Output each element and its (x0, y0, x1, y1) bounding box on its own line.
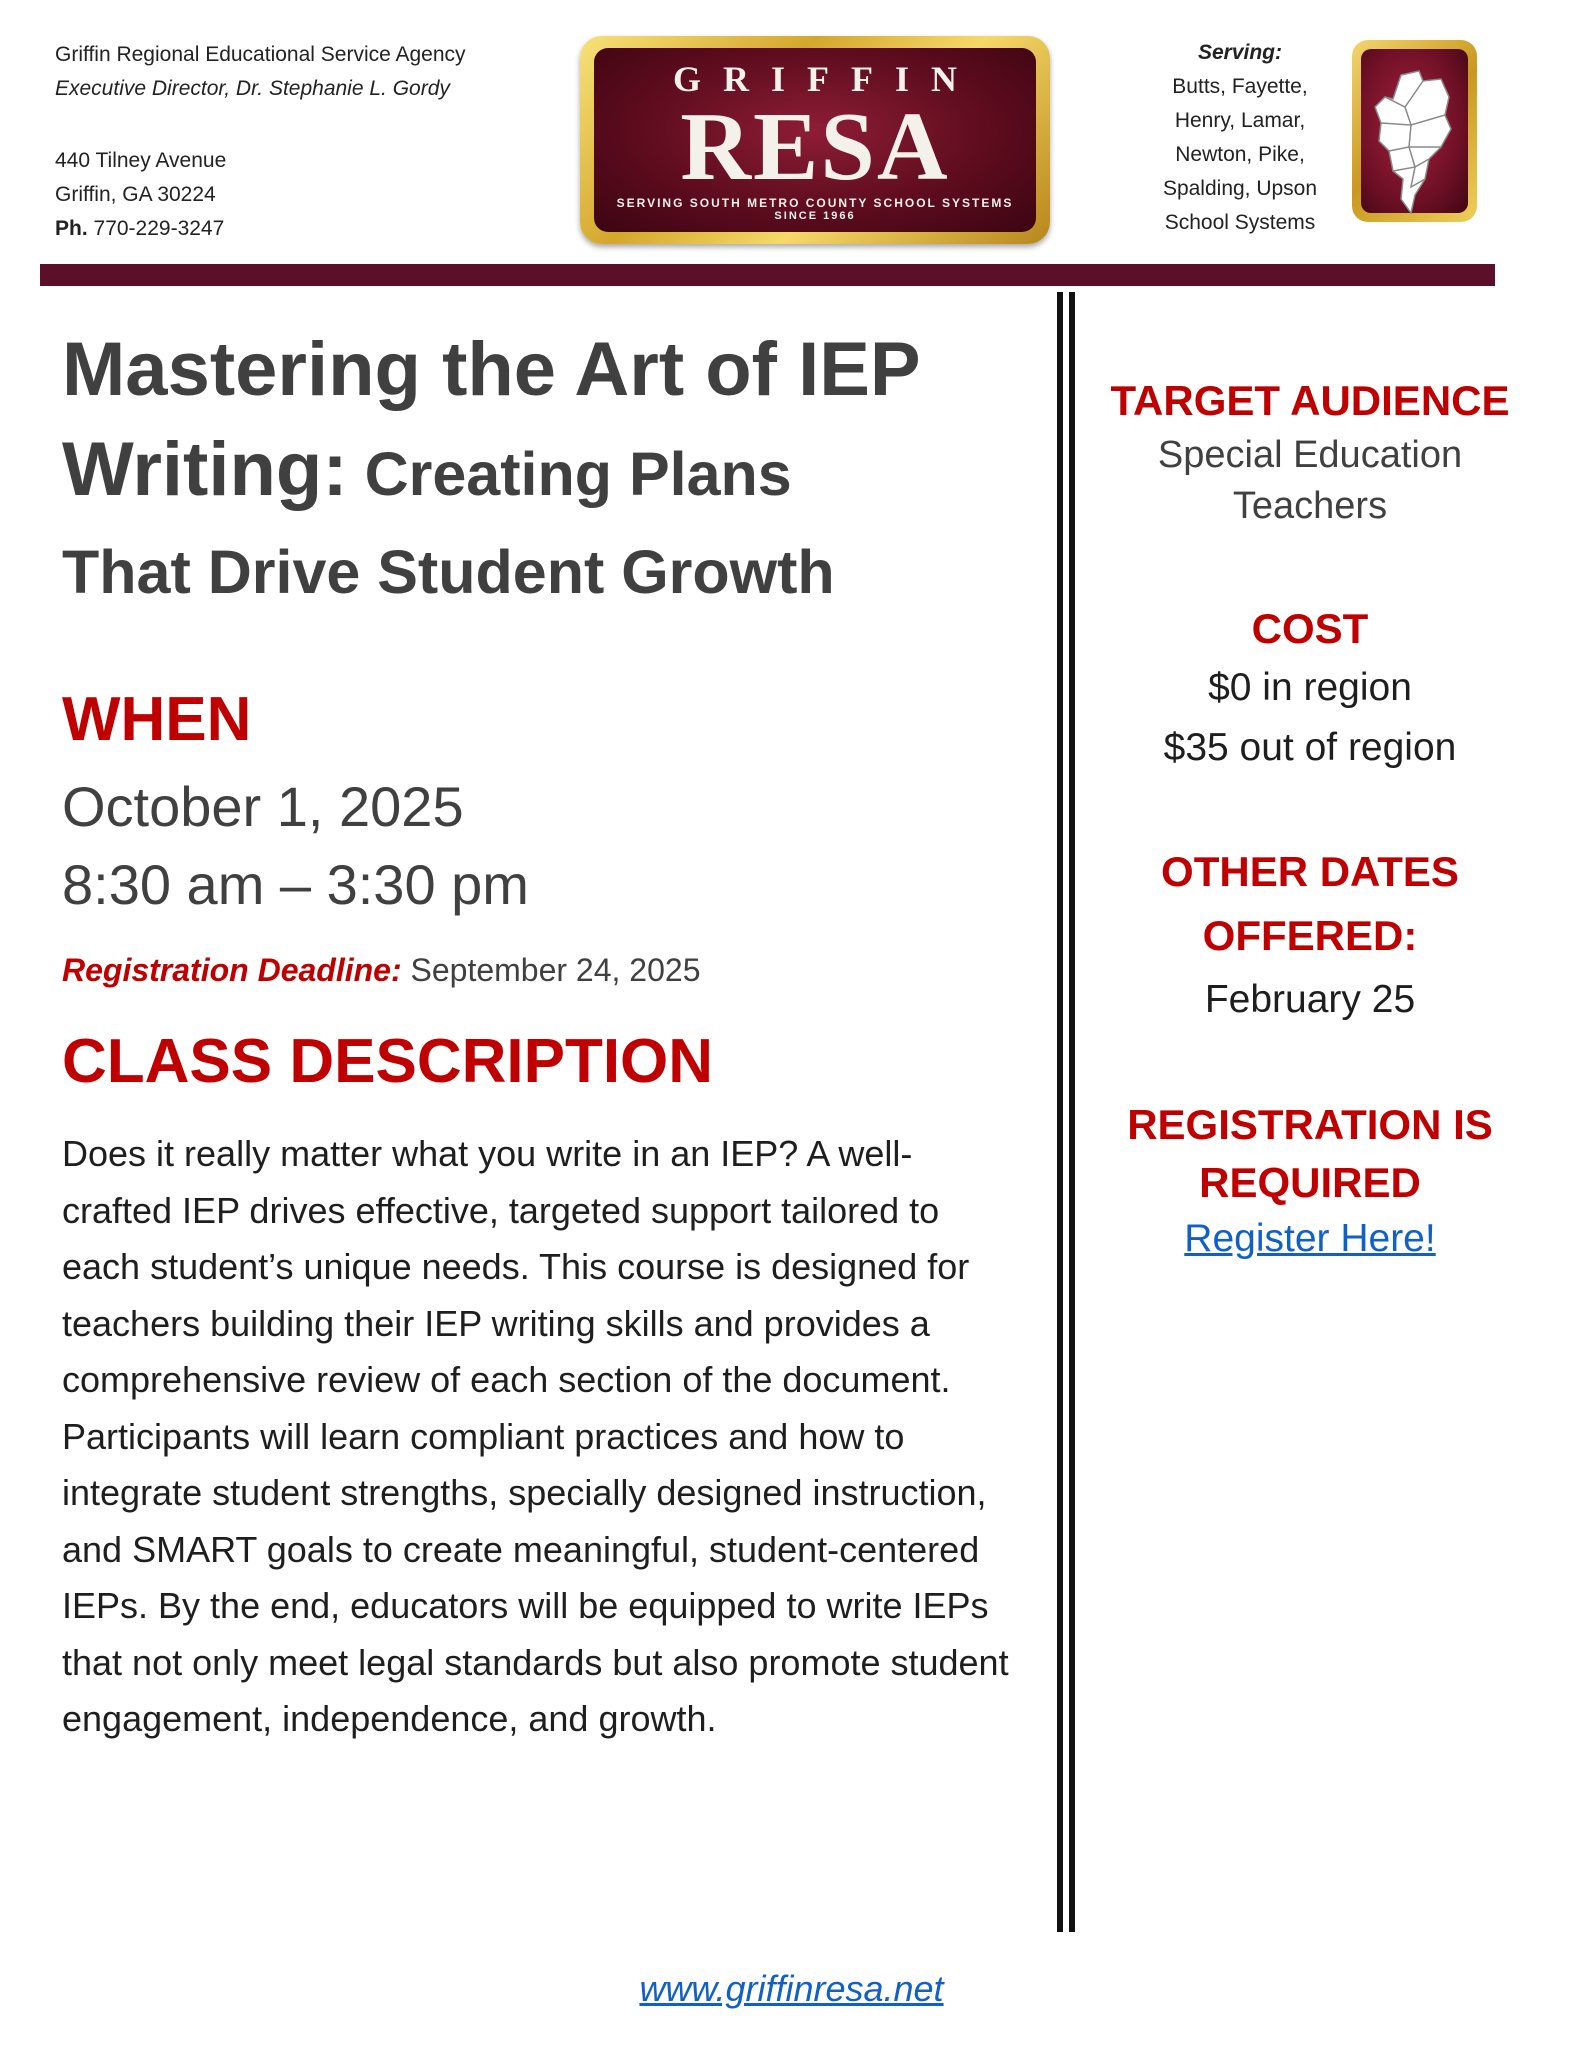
agency-name: Griffin Regional Educational Service Agency (55, 43, 466, 66)
column-divider (1057, 292, 1063, 1932)
event-date: October 1, 2025 (62, 775, 464, 838)
serving-line: Henry, Lamar, (1174, 109, 1306, 132)
griffin-resa-logo (580, 36, 1050, 244)
logo-tagline: SERVING SOUTH METRO COUNTY SCHOOL SYSTEMS (616, 196, 1014, 210)
logo-since: SINCE 1966 (774, 210, 856, 222)
course-title (62, 320, 1022, 620)
serving-line: Newton, Pike, (1175, 143, 1305, 166)
when-heading: WHEN (62, 685, 252, 754)
executive-director: Executive Director, Dr. Stephanie L. Gordy (55, 77, 450, 100)
registration-line-1: REGISTRATION IS (1127, 1101, 1493, 1148)
cost-values (1095, 658, 1525, 778)
serving-line: Spalding, Upson (1162, 177, 1318, 200)
other-dates-heading-line-1: OTHER DATES (1161, 848, 1459, 895)
website-link[interactable]: www.griffinresa.net (639, 1968, 944, 2009)
class-description-heading: CLASS DESCRIPTION (62, 1027, 714, 1096)
audience-line-2: Teachers (1232, 485, 1388, 527)
logo-top-word: GRIFFIN (673, 59, 979, 99)
header-rule (40, 264, 1495, 286)
audience-line-1: Special Education (1157, 434, 1463, 476)
event-time: 8:30 am – 3:30 pm (62, 853, 529, 916)
address-line-2: Griffin, GA 30224 (55, 183, 216, 206)
register-here-link[interactable]: Register Here! (1184, 1217, 1436, 1260)
address-line-1: 440 Tilney Avenue (55, 149, 227, 172)
phone-line (55, 212, 466, 246)
serving-line: School Systems (1164, 211, 1316, 234)
serving-heading: Serving: (1197, 41, 1283, 64)
agency-contact-block (55, 38, 466, 246)
title-line-1: Mastering the Art of IEP (62, 327, 921, 412)
logo-main-word: RESA (680, 93, 950, 201)
cost-in-region: $0 in region (1208, 666, 1412, 709)
other-dates-value: February 25 (1204, 978, 1416, 1021)
registration-required-heading (1095, 1096, 1525, 1212)
region-map-icon (1371, 67, 1459, 217)
title-line-2-rest: Creating Plans (347, 440, 792, 508)
phone-label: Ph. (55, 217, 88, 240)
cost-out-of-region: $35 out of region (1163, 726, 1457, 769)
registration-line-2: REQUIRED (1199, 1159, 1421, 1206)
title-line-2-bold: Writing: (62, 427, 348, 512)
cost-heading: COST (1251, 605, 1369, 652)
phone-number: 770-229-3247 (93, 217, 225, 240)
column-divider (1069, 292, 1075, 1932)
region-map-badge (1352, 40, 1477, 222)
target-audience-value (1095, 430, 1525, 532)
serving-block (1140, 36, 1340, 240)
deadline-value: September 24, 2025 (401, 952, 701, 988)
other-dates-heading-line-2: OFFERED: (1202, 912, 1418, 959)
title-line-3: That Drive Student Growth (62, 538, 835, 606)
target-audience-heading: TARGET AUDIENCE (1110, 377, 1510, 424)
other-dates-heading (1095, 840, 1525, 968)
serving-line: Butts, Fayette, (1172, 75, 1308, 98)
deadline-label: Registration Deadline: (62, 952, 402, 988)
class-description-text: Does it really matter what you write in an IEP? A well-crafted IEP drives effective, targeted support tailored to each student’s unique needs. This course is designed for teachers building their IEP writing skills and provides a comprehensive review of each section of the document. Participants will learn compliant practices and how to integrate student strengths, specially designed instruction, and SMART goals to create meaningful, student-centered IEPs. By the end, educators will be equipped to write IEPs that not only meet legal standards but also promote student engagement, independence, and growth. (62, 1133, 1009, 1739)
registration-deadline (62, 948, 700, 992)
